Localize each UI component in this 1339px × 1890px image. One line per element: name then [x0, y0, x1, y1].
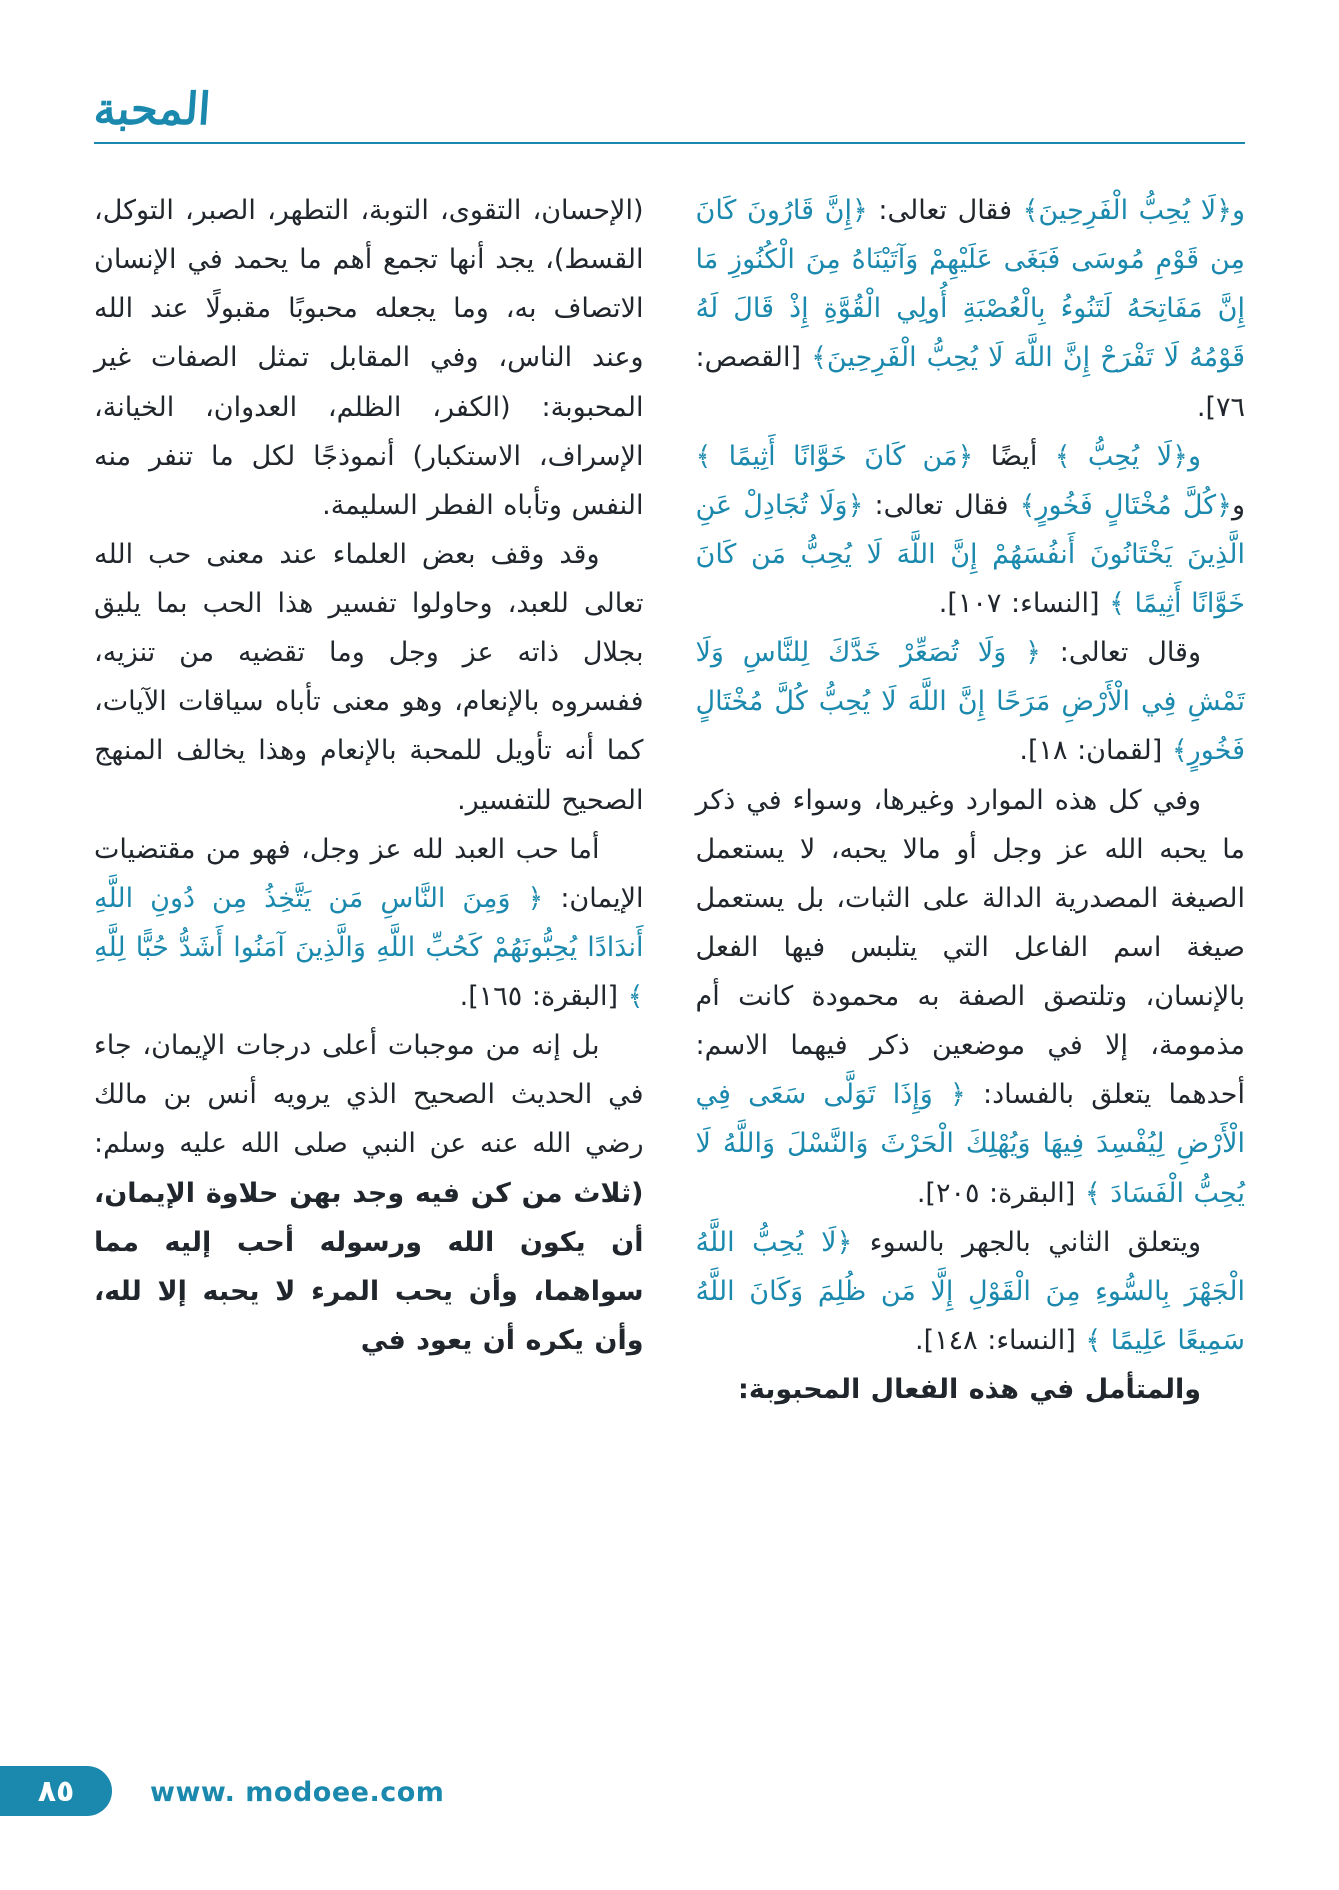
paragraph [696, 432, 1246, 629]
body-text: [النساء: ١٠٧]. [938, 588, 1100, 619]
quran-verse: ﴿إِنَّ قَارُونَ كَانَ مِن قَوْمِ مُوسَى فَبَغَى عَلَيْهِمْ وَآتَيْنَاهُ مِنَ الْكُنُوزِ مَا إِنَّ مَفَاتِحَهُ لَتَنُوءُ بِالْعُصْبَةِ أُولِي الْقُوَّةِ إِذْ قَالَ لَهُ قَوْمُهُ لَا تَفْرَحْ إِنَّ اللَّهَ لَا يُحِبُّ الْفَرِحِينَ﴾ [695, 195, 1245, 374]
body-text: أيضًا [973, 440, 1038, 472]
body-text: فقال تعالى: [867, 195, 1012, 226]
quran-verse: ﴿ وَمِنَ النَّاسِ مَن يَتَّخِذُ مِن دُونِ اللَّهِ أَندَادًا يُحِبُّونَهُمْ كَحُبِّ اللَّهِ وَالَّذِينَ آمَنُوا أَشَدُّ حُبًّا لِلَّهِ ﴾ [94, 882, 644, 1012]
body-text: (الإحسان، التقوى، التوبة، التطهر، الصبر، التوكل، القسط)، يجد أنها تجمع أهم ما يحمد في الإنسان الاتصاف به، وما يجعله محبوبًا مقبولًا عند الله وعند الناس، وفي المقابل تمثل الصفات غير المحبوبة: (الكفر، الظلم، العدوان، الخيانة، الإسراف، الاستكبار) أنموذجًا لكل ما تنفر منه النفس وتأباه الفطر السليمة. [94, 195, 644, 521]
quran-verse: ﴿كُلَّ مُخْتَالٍ فَخُورٍ﴾ [1008, 489, 1232, 521]
paragraph [94, 530, 644, 825]
quran-verse: ﴿ وَلَا تُصَعِّرْ خَدَّكَ لِلنَّاسِ وَلَا تَمْشِ فِي الْأَرْضِ مَرَحًا إِنَّ اللَّهَ لَا يُحِبُّ كُلَّ مُخْتَالٍ فَخُورٍ﴾ [695, 637, 1245, 767]
body-text: وقال تعالى: [1040, 637, 1201, 669]
paragraph [696, 1365, 1246, 1414]
body-text: [لقمان: ١٨]. [1019, 735, 1163, 767]
body-text: [النساء: ١٤٨]. [915, 1324, 1076, 1356]
paragraph [94, 186, 644, 530]
quran-verse: و﴿لَا يُحِبُّ الْفَرِحِينَ﴾ [1012, 195, 1245, 226]
header-rule [94, 142, 1245, 144]
quran-verse: ﴿وَلَا تُجَادِلْ عَنِ الَّذِينَ يَخْتَانُونَ أَنفُسَهُمْ إِنَّ اللَّهَ لَا يُحِبُّ مَن كَانَ خَوَّانًا أَثِيمًا ﴾ [695, 489, 1245, 619]
body-text: (ثلاث من كن فيه وجد بهن حلاوة الإيمان، أن يكون الله ورسوله أحب إليه مما سواهما، وأن يحب المرء لا يحبه إلا لله، وأن يكره أن يعود في [94, 1177, 644, 1356]
page-header [94, 86, 1245, 144]
page-number-tab [0, 1766, 112, 1816]
body-text: ويتعلق الثاني بالجهر بالسوء [852, 1226, 1201, 1258]
quran-verse: ﴿مَن كَانَ خَوَّانًا أَثِيمًا ﴾ [695, 440, 974, 472]
text-column-right [696, 186, 1246, 1414]
body-text: فقال تعالى: [863, 489, 1009, 521]
paragraph [696, 776, 1246, 1218]
quran-verse: ﴿لَا يُحِبُّ اللَّهُ الْجَهْرَ بِالسُّوءِ مِنَ الْقَوْلِ إِلَّا مَن ظُلِمَ وَكَانَ اللَّهُ سَمِيعًا عَلِيمًا ﴾ [695, 1226, 1245, 1356]
quran-verse: ﴿ وَإِذَا تَوَلَّى سَعَى فِي الْأَرْضِ لِيُفْسِدَ فِيهَا وَيُهْلِكَ الْحَرْثَ وَالنَّسْلَ وَاللَّهُ لَا يُحِبُّ الْفَسَادَ ﴾ [695, 1079, 1245, 1209]
paragraph [94, 1021, 644, 1365]
body-text: بل إنه من موجبات أعلى درجات الإيمان، جاء في الحديث الصحيح الذي يرويه أنس بن مالك رضي الله عنه عن النبي صلى الله عليه وسلم: [94, 1030, 644, 1160]
body-text: وقد وقف بعض العلماء عند معنى حب الله تعالى للعبد، وحاولوا تفسير هذا الحب بما يليق بجلال ذاته عز وجل وما تقضيه من تنزيه، ففسروه بالإنعام، وهو معنى تأباه سياقات الآيات، كما أنه تأويل للمحبة بالإنعام وهذا يخالف المنهج الصحيح للتفسير. [94, 538, 644, 816]
body-text: [البقرة: ١٦٥]. [459, 981, 619, 1012]
paragraph [696, 1218, 1246, 1365]
paragraph [94, 825, 644, 1022]
text-columns [94, 186, 1245, 1414]
body-text: [البقرة: ٢٠٥]. [916, 1177, 1076, 1209]
body-text: والمتأمل في هذه الفعال المحبوبة: [738, 1374, 1201, 1405]
quran-verse: و﴿لَا يُحِبُّ ﴾ [1037, 440, 1201, 472]
text-column-left [94, 186, 644, 1414]
paragraph [696, 628, 1246, 775]
body-text: و [1231, 489, 1245, 521]
body-text: وفي كل هذه الموارد وغيرها، وسواء في ذكر ما يحبه الله عز وجل أو مالا يحبه، لا يستعمل الصيغة المصدرية الدالة على الثبات، بل يستعمل صيغة اسم الفاعل التي يتلبس فيها الفعل بالإنسان، وتلتصق الصفة به محمودة كانت أم مذمومة، إلا في موضعين ذكر فيهما الاسم: أحدهما يتعلق بالفساد: [695, 784, 1246, 1111]
chapter-calligraphy-logo: المحبة [92, 84, 213, 135]
body-text: أما حب العبد لله عز وجل، فهو من مقتضيات الإيمان: [94, 833, 644, 914]
page-number: ٨٥ [37, 1773, 75, 1809]
website-link[interactable]: www. modoee.com [150, 1777, 445, 1808]
body-text: [القصص: ٧٦]. [695, 342, 1245, 423]
paragraph [696, 186, 1246, 432]
